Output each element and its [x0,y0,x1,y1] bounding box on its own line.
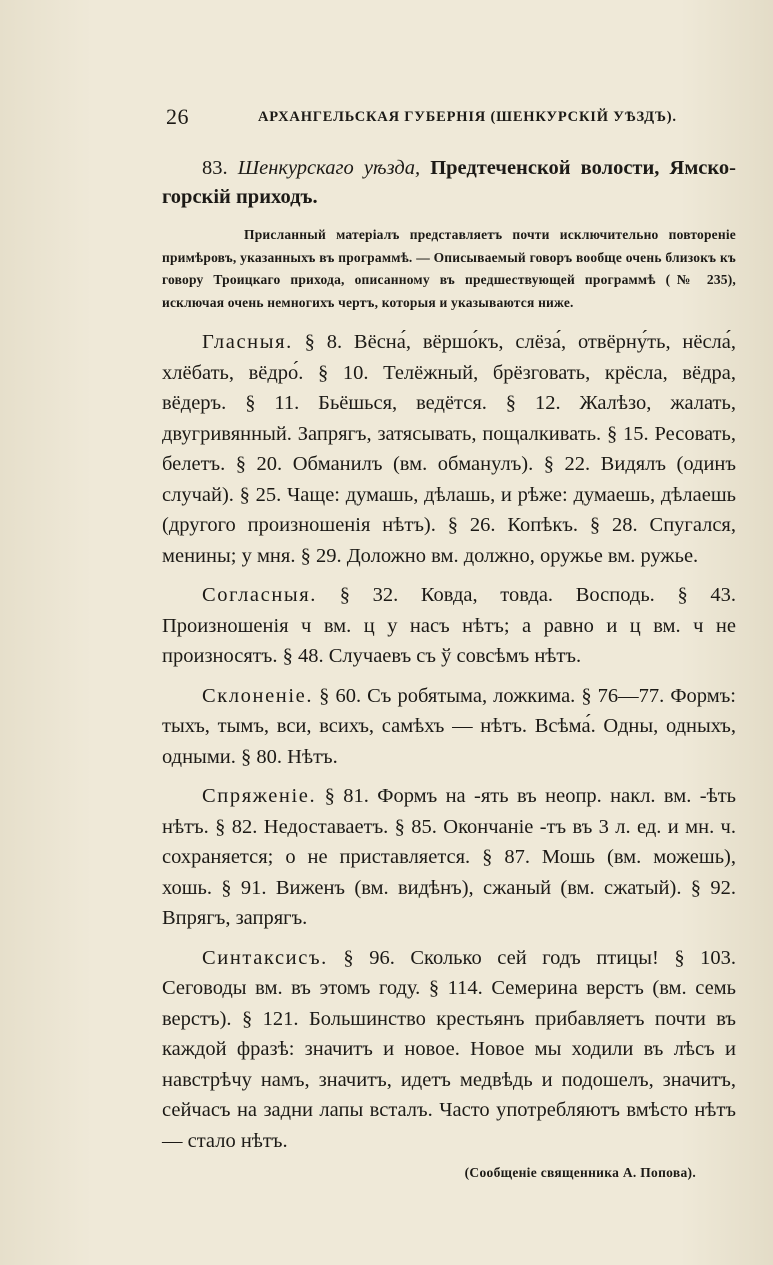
paragraph-text: § 96. Сколько сей годъ птицы! § 103. Сеговоды вм. въ этомъ году. § 114. Семерина верстъ (вм. семь верстъ). § 121. Большинство крестьянъ прибавляетъ почти въ каждой фразѣ: значитъ и новое. Новое мы ходили въ лѣсъ и навстрѣчу намъ, значитъ, идетъ медвѣдь и подошелъ, значитъ, сейчасъ на задни лапы всталъ. Часто употребляютъ вмѣсто нѣтъ — стало нѣтъ. [162,946,737,1152]
paragraph-text: § 60. Съ робятыма, ложкима. § 76—77. Формъ: тыхъ, тымъ, вси, всихъ, самѣхъ — нѣтъ. Всѣма́. Одны, одныхъ, одными. § 80. Нѣтъ. [162,684,736,768]
entry-district: Шенкурскаго уѣзда, [237,157,421,179]
paragraph-text: § 32. Ковда, товда. Восподь. § 43. Произношенія ч вм. ц у насъ нѣтъ; а равно и ц вм. ч не произносятъ. § 48. Случаевъ съ ў совсѣмъ нѣтъ. [162,584,736,667]
section-label-conjugation: Спряженіе. [202,785,317,807]
section-label-syntax: Синтаксисъ. [202,946,328,969]
paragraph-vowels [162,327,736,571]
running-title: АРХАНГЕЛЬСКАЯ ГУБЕРНІЯ (ШЕНКУРСКІЙ УѢЗДЪ). [258,109,677,125]
section-label-vowels: Гласныя. [202,331,293,353]
section-label-declension: Склоненіе. [202,684,314,707]
paragraph-consonants [162,580,736,672]
page-content [162,154,736,1181]
paragraph-text: § 8. Вёсна́, вёршо́къ, слёза́, отвёрну́ть, нёсла́, хлёбать, вёдро́. § 10. Телёжный, брёзговать, крёсла, вёдра, вёдеръ. § 11. Бьёшься, ведётся. § 12. Жалѣзо, жалать, двугривянный. Запрягъ, затясывать, пощалкивать. § 15. Ресовать, белетъ. § 20. Обманилъ (вм. обманулъ). § 22. Видялъ (одинъ случай). § 25. Чаще: думашь, дѣлашь, и рѣже: думаешь, дѣлаешь (другого произношенія нѣтъ). § 26. Копѣкъ. § 28. Спугался, менины; у мня. § 29. Доложно вм. должно, оружье вм. ружье. [162,331,737,567]
entry-location: Предтеченской волости, Ямско-горскій приходъ. [162,157,737,208]
paragraph-declension [162,681,736,773]
paragraph-conjugation [162,781,736,934]
paragraph-syntax [162,943,736,1157]
page-number: 26 [166,104,189,129]
editorial-note: Присланный матеріалъ представляетъ почти исключительно повтореніе примѣровъ, указанныхъ въ программѣ. — Описываемый говоръ вообще очень близокъ къ говору Троицкаго прихода, описанному въ предшествующей программѣ (№ 235), исключая очень немногихъ чертъ, которыя и указываются ниже. [162,227,736,310]
entry-heading [162,154,736,212]
section-label-consonants: Согласныя. [202,584,318,606]
page-header [160,104,740,134]
paragraph-text: § 81. Формъ на -ять въ неопр. накл. вм. -ѣть нѣтъ. § 82. Недоставаетъ. § 85. Окончаніе -тъ въ 3 л. ед. и мн. ч. сохраняется; о не приставляется. § 87. Мошь (вм. можешь), хошь. § 91. Виженъ (вм. видѣнъ), сжаный (вм. сжатый). § 92. Впрягъ, запрягъ. [162,785,737,929]
entry-number: 83. [202,157,228,179]
source-signature: (Сообщеніе священника А. Попова). [464,1165,696,1180]
